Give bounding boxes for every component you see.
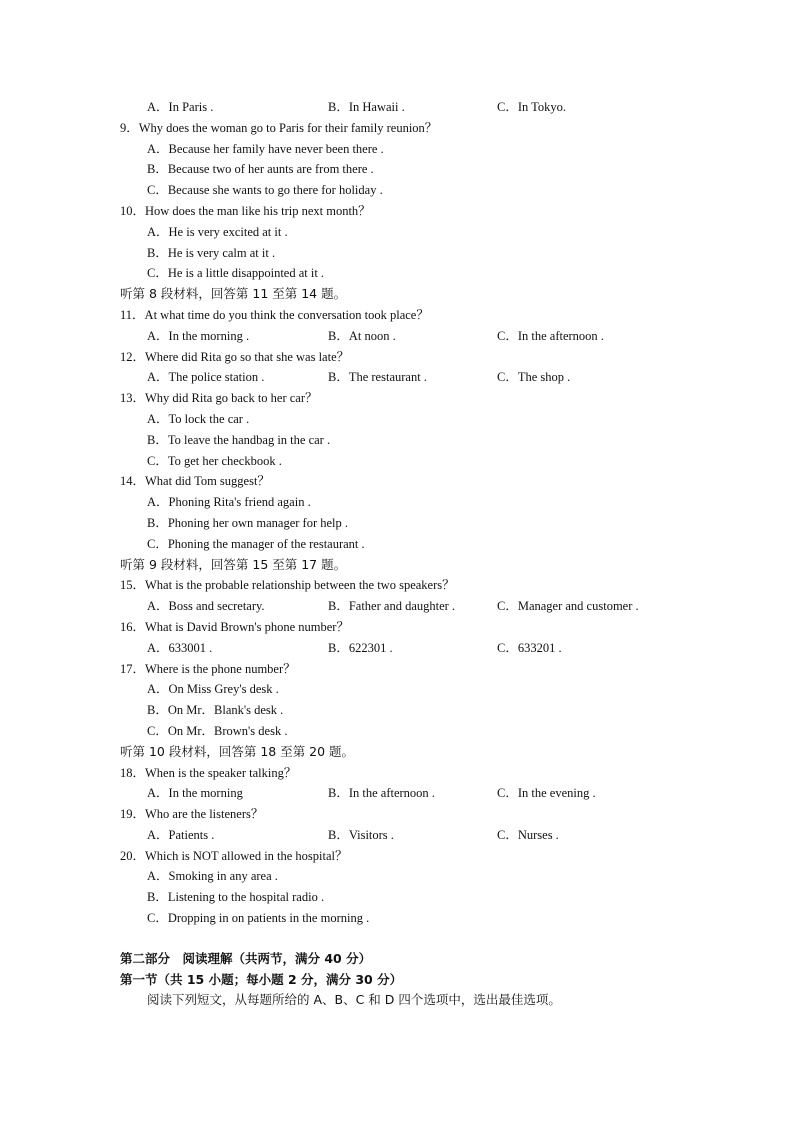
- option-c: C．To get her checkbook .: [147, 453, 282, 468]
- option-b: B．At noon .: [328, 328, 396, 343]
- question-12: 12．Where did Rita go so that she was late？: [120, 349, 350, 364]
- q8-options: [120, 97, 720, 118]
- option-b: B．Because two of her aunts are from there .: [147, 162, 374, 177]
- question-9: 9．Why does the woman go to Paris for their family reunion？: [120, 120, 438, 135]
- q12-options: [120, 367, 720, 388]
- option-c: C．Phoning the manager of the restaurant .: [147, 536, 365, 551]
- q18-options: [120, 783, 720, 804]
- option-b: B．In Hawaii .: [328, 100, 405, 114]
- option-a: A．Smoking in any area .: [147, 869, 278, 884]
- option-a: A．Phoning Rita's friend again .: [147, 495, 311, 510]
- exam-content: [120, 97, 720, 1011]
- question-20: 20．Which is NOT allowed in the hospital？: [120, 848, 348, 863]
- option-a: A．He is very excited at it .: [147, 224, 288, 239]
- section-heading-8: 听第 8 段材料，回答第 11 至第 14 题。: [120, 286, 347, 302]
- question-10: 10．How does the man like his trip next month？: [120, 203, 371, 218]
- option-b: B．Visitors .: [328, 827, 394, 842]
- option-a: A．633001 .: [147, 640, 213, 655]
- option-c: C．On Mr．Brown's desk .: [147, 723, 288, 738]
- option-a: A．Because her family have never been there .: [147, 141, 384, 156]
- question-18: 18．When is the speaker talking？: [120, 765, 297, 780]
- option-c: C．Nurses .: [497, 827, 559, 842]
- question-17: 17．Where is the phone number？: [120, 661, 296, 676]
- option-a: A．On Miss Grey's desk .: [147, 682, 279, 697]
- q11-options: [120, 326, 720, 347]
- option-a: A．Boss and secretary.: [147, 599, 265, 614]
- option-b: B．The restaurant .: [328, 370, 427, 385]
- question-15: 15．What is the probable relationship between the two speakers？: [120, 578, 455, 593]
- question-13: 13．Why did Rita go back to her car？: [120, 391, 318, 406]
- option-c: C．In the afternoon .: [497, 328, 604, 343]
- option-c: C．In the evening .: [497, 786, 596, 801]
- option-c: C．The shop .: [497, 370, 571, 385]
- question-14: 14．What did Tom suggest？: [120, 474, 270, 489]
- option-c: C．Because she wants to go there for holiday .: [147, 183, 383, 198]
- section-heading-10: 听第 10 段材料，回答第 18 至第 20 题。: [120, 743, 355, 759]
- question-19: 19．Who are the listeners？: [120, 807, 264, 822]
- option-b: B．To leave the handbag in the car .: [147, 432, 331, 447]
- question-16: 16．What is David Brown's phone number？: [120, 619, 349, 634]
- option-b: B．Phoning her own manager for help .: [147, 515, 349, 530]
- option-c: C．In Tokyo.: [497, 100, 567, 114]
- q19-options: [120, 825, 720, 846]
- q15-options: [120, 596, 720, 617]
- option-c: C．Manager and customer .: [497, 599, 639, 614]
- option-b: B．Father and daughter .: [328, 599, 456, 614]
- option-c: C．633201 .: [497, 640, 562, 655]
- q16-options: [120, 638, 720, 659]
- option-a: A．In the morning .: [147, 328, 250, 343]
- option-c: C．He is a little disappointed at it .: [147, 266, 325, 281]
- option-b: B．On Mr．Blank's desk .: [147, 703, 284, 718]
- part2-instruction: 阅读下列短文，从每题所给的 A、B、C 和 D 四个选项中，选出最佳选项。: [147, 992, 561, 1008]
- option-b: B．622301 .: [328, 640, 393, 655]
- option-b: B．In the afternoon .: [328, 786, 435, 801]
- question-11: 11．At what time do you think the conversation took place？: [120, 307, 429, 322]
- spacer: [120, 929, 720, 949]
- option-b: B．Listening to the hospital radio .: [147, 890, 325, 905]
- part2-section1-title: 第一节（共 15 小题；每小题 2 分，满分 30 分）: [120, 971, 403, 987]
- section-heading-9: 听第 9 段材料，回答第 15 至第 17 题。: [120, 556, 347, 572]
- option-c: C．Dropping in on patients in the morning .: [147, 911, 370, 926]
- option-a: A．The police station .: [147, 370, 265, 385]
- option-a: A．To lock the car .: [147, 411, 250, 426]
- part2-title: 第二部分 阅读理解（共两节，满分 40 分）: [120, 950, 372, 966]
- option-b: B．He is very calm at it .: [147, 245, 276, 260]
- option-a: A．In the morning: [147, 786, 243, 801]
- option-a: A．Patients .: [147, 827, 215, 842]
- option-a: A．In Paris .: [147, 100, 214, 114]
